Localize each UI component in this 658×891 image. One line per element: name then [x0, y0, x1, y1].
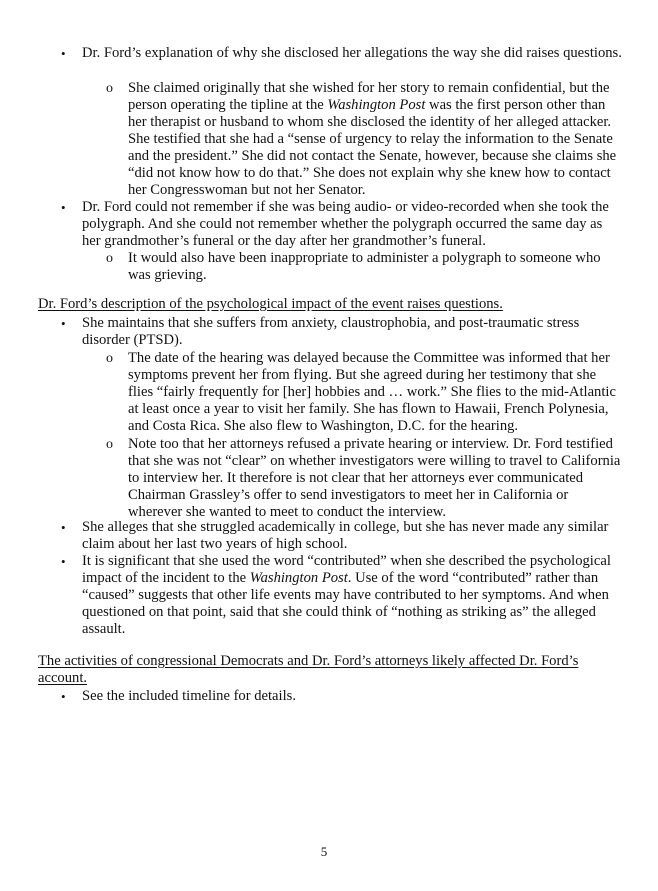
bullet-marker: •	[61, 46, 66, 61]
bullet-marker: •	[61, 689, 66, 704]
bullet-text: She alleges that she struggled academically in college, but she has never made any similar claim about her last two years of high school.	[82, 519, 609, 552]
bullet-marker: •	[61, 554, 66, 569]
bullet-marker: •	[61, 520, 66, 535]
sub-bullet-marker: o	[106, 351, 113, 366]
sub-bullet-marker: o	[106, 437, 113, 452]
bullet-text: Dr. Ford’s explanation of why she disclosed her allegations the way she did raises questions.	[82, 45, 622, 61]
bullet-marker: •	[61, 200, 66, 215]
sub-bullet-text: It would also have been inappropriate to administer a polygraph to someone who was grieving.	[128, 250, 601, 283]
sub-bullet-marker: o	[106, 251, 113, 266]
bullet-text: Dr. Ford could not remember if she was being audio- or video-recorded when she took the polygraph. And she could not remember whether the polygraph occurred the same day as her grandmother’s funeral or the day after her grandmother’s funeral.	[82, 199, 609, 249]
section-heading: Dr. Ford’s description of the psychological impact of the event raises questions.	[38, 296, 503, 312]
sub-bullet-marker: o	[106, 81, 113, 96]
bullet-text: See the included timeline for details.	[82, 688, 296, 704]
publication-name: Washington Post	[249, 570, 348, 586]
publication-name: Washington Post	[327, 97, 426, 113]
bullet-marker: •	[61, 316, 66, 331]
sub-bullet-text: She claimed originally that she wished for her story to remain confidential, but the person operating the tipline at the Washington Post was the first person other than her therapist or husband to whom she disclosed the identity of her alleged attacker. She testified that she had a “sense of urgency to relay the information to the Senate and the president.” She did not contact the Senate, however, because she claims she “did not know how to do that.” She does not explain why she knew how to contact her Congresswoman but not her Senator.	[128, 80, 617, 198]
sub-bullet-text: Note too that her attorneys refused a private hearing or interview. Dr. Ford testified that she was not “clear” on whether investigators were willing to travel to California to interview her. It therefore is not clear that her attorneys ever communicated Chairman Grassley’s offer to send investigators to meet her in California or wherever she wanted to meet to conduct the interview.	[128, 436, 621, 520]
bullet-text: It is significant that she used the word “contributed” when she described the psychological impact of the incident to the Washington Post. Use of the word “contributed” rather than “caused” suggests that other life events may have contributed to her symptoms. And when questioned on that point, said that she could think of “nothing as striking as” the alleged assault.	[82, 553, 611, 637]
bullet-text: She maintains that she suffers from anxiety, claustrophobia, and post-traumatic stress disorder (PTSD).	[82, 315, 580, 348]
page-number: 5	[320, 844, 328, 859]
section-heading: The activities of congressional Democrats and Dr. Ford’s attorneys likely affected Dr. Ford’s account.	[38, 653, 579, 686]
sub-bullet-text: The date of the hearing was delayed because the Committee was informed that her symptoms prevent her from flying. But she agreed during her testimony that she flies “fairly frequently for [her] hobbies and … work.” She flies to the mid-Atlantic at least once a year to visit her family. She has flown to Hawaii, French Polynesia, and Costa Rica. She also flew to Washington, D.C. for the hearing.	[128, 350, 616, 434]
